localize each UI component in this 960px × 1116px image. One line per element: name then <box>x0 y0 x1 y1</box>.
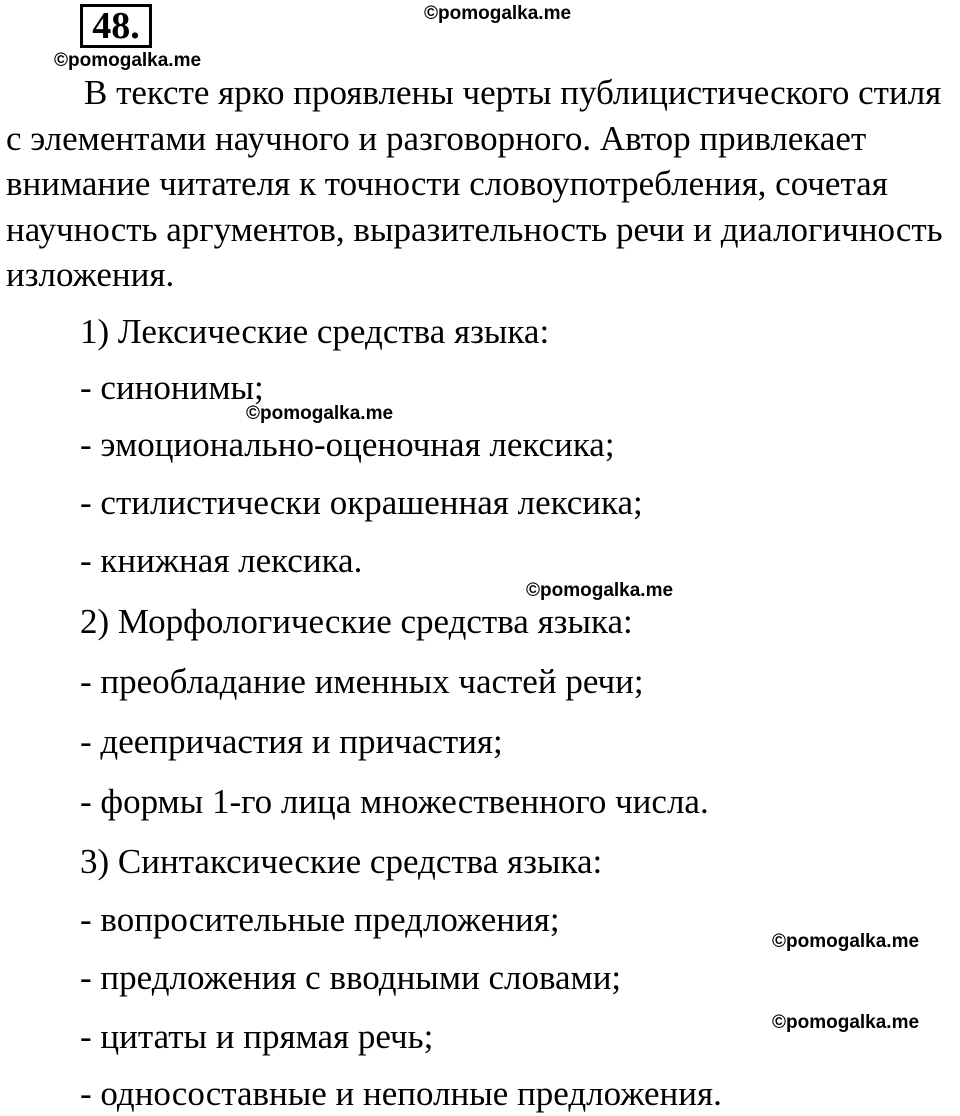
watermark: ©pomogalka.me <box>772 931 920 952</box>
watermark: ©pomogalka.me <box>54 50 202 71</box>
section-heading-morphological: 2) Морфологические средства языка: <box>80 602 633 641</box>
list-item: - книжная лексика. <box>80 541 363 580</box>
list-item: - односоставные и неполные предложения. <box>80 1074 722 1113</box>
list-item: - цитаты и прямая речь; <box>80 1017 434 1056</box>
section-heading-syntactic: 3) Синтаксические средства языка: <box>80 842 603 881</box>
list-item: - стилистически окрашенная лексика; <box>80 483 643 522</box>
exercise-number: 48. <box>80 4 152 48</box>
list-item: - формы 1-го лица множественного числа. <box>80 782 709 821</box>
list-item: - эмоционально-оценочная лексика; <box>80 425 615 464</box>
list-item: - предложения с вводными словами; <box>80 958 622 997</box>
intro-paragraph-text: В тексте ярко проявлены черты публицистического стиля с элементами научного и разговорного. Автор привлекает внимание читателя к точности словоупотребления, сочетая научность аргументов, выразительность речи и диалогичность изложения. <box>6 73 943 294</box>
list-item: - вопросительные предложения; <box>80 900 560 939</box>
list-item: - преобладание именных частей речи; <box>80 662 644 701</box>
section-heading-lexical: 1) Лексические средства языка: <box>80 312 550 351</box>
intro-paragraph <box>6 70 956 298</box>
list-item: - деепричастия и причастия; <box>80 722 503 761</box>
watermark: ©pomogalka.me <box>772 1012 920 1033</box>
list-item: - синонимы; <box>80 368 264 407</box>
watermark: ©pomogalka.me <box>526 580 674 601</box>
watermark: ©pomogalka.me <box>424 3 572 24</box>
watermark: ©pomogalka.me <box>246 403 394 424</box>
